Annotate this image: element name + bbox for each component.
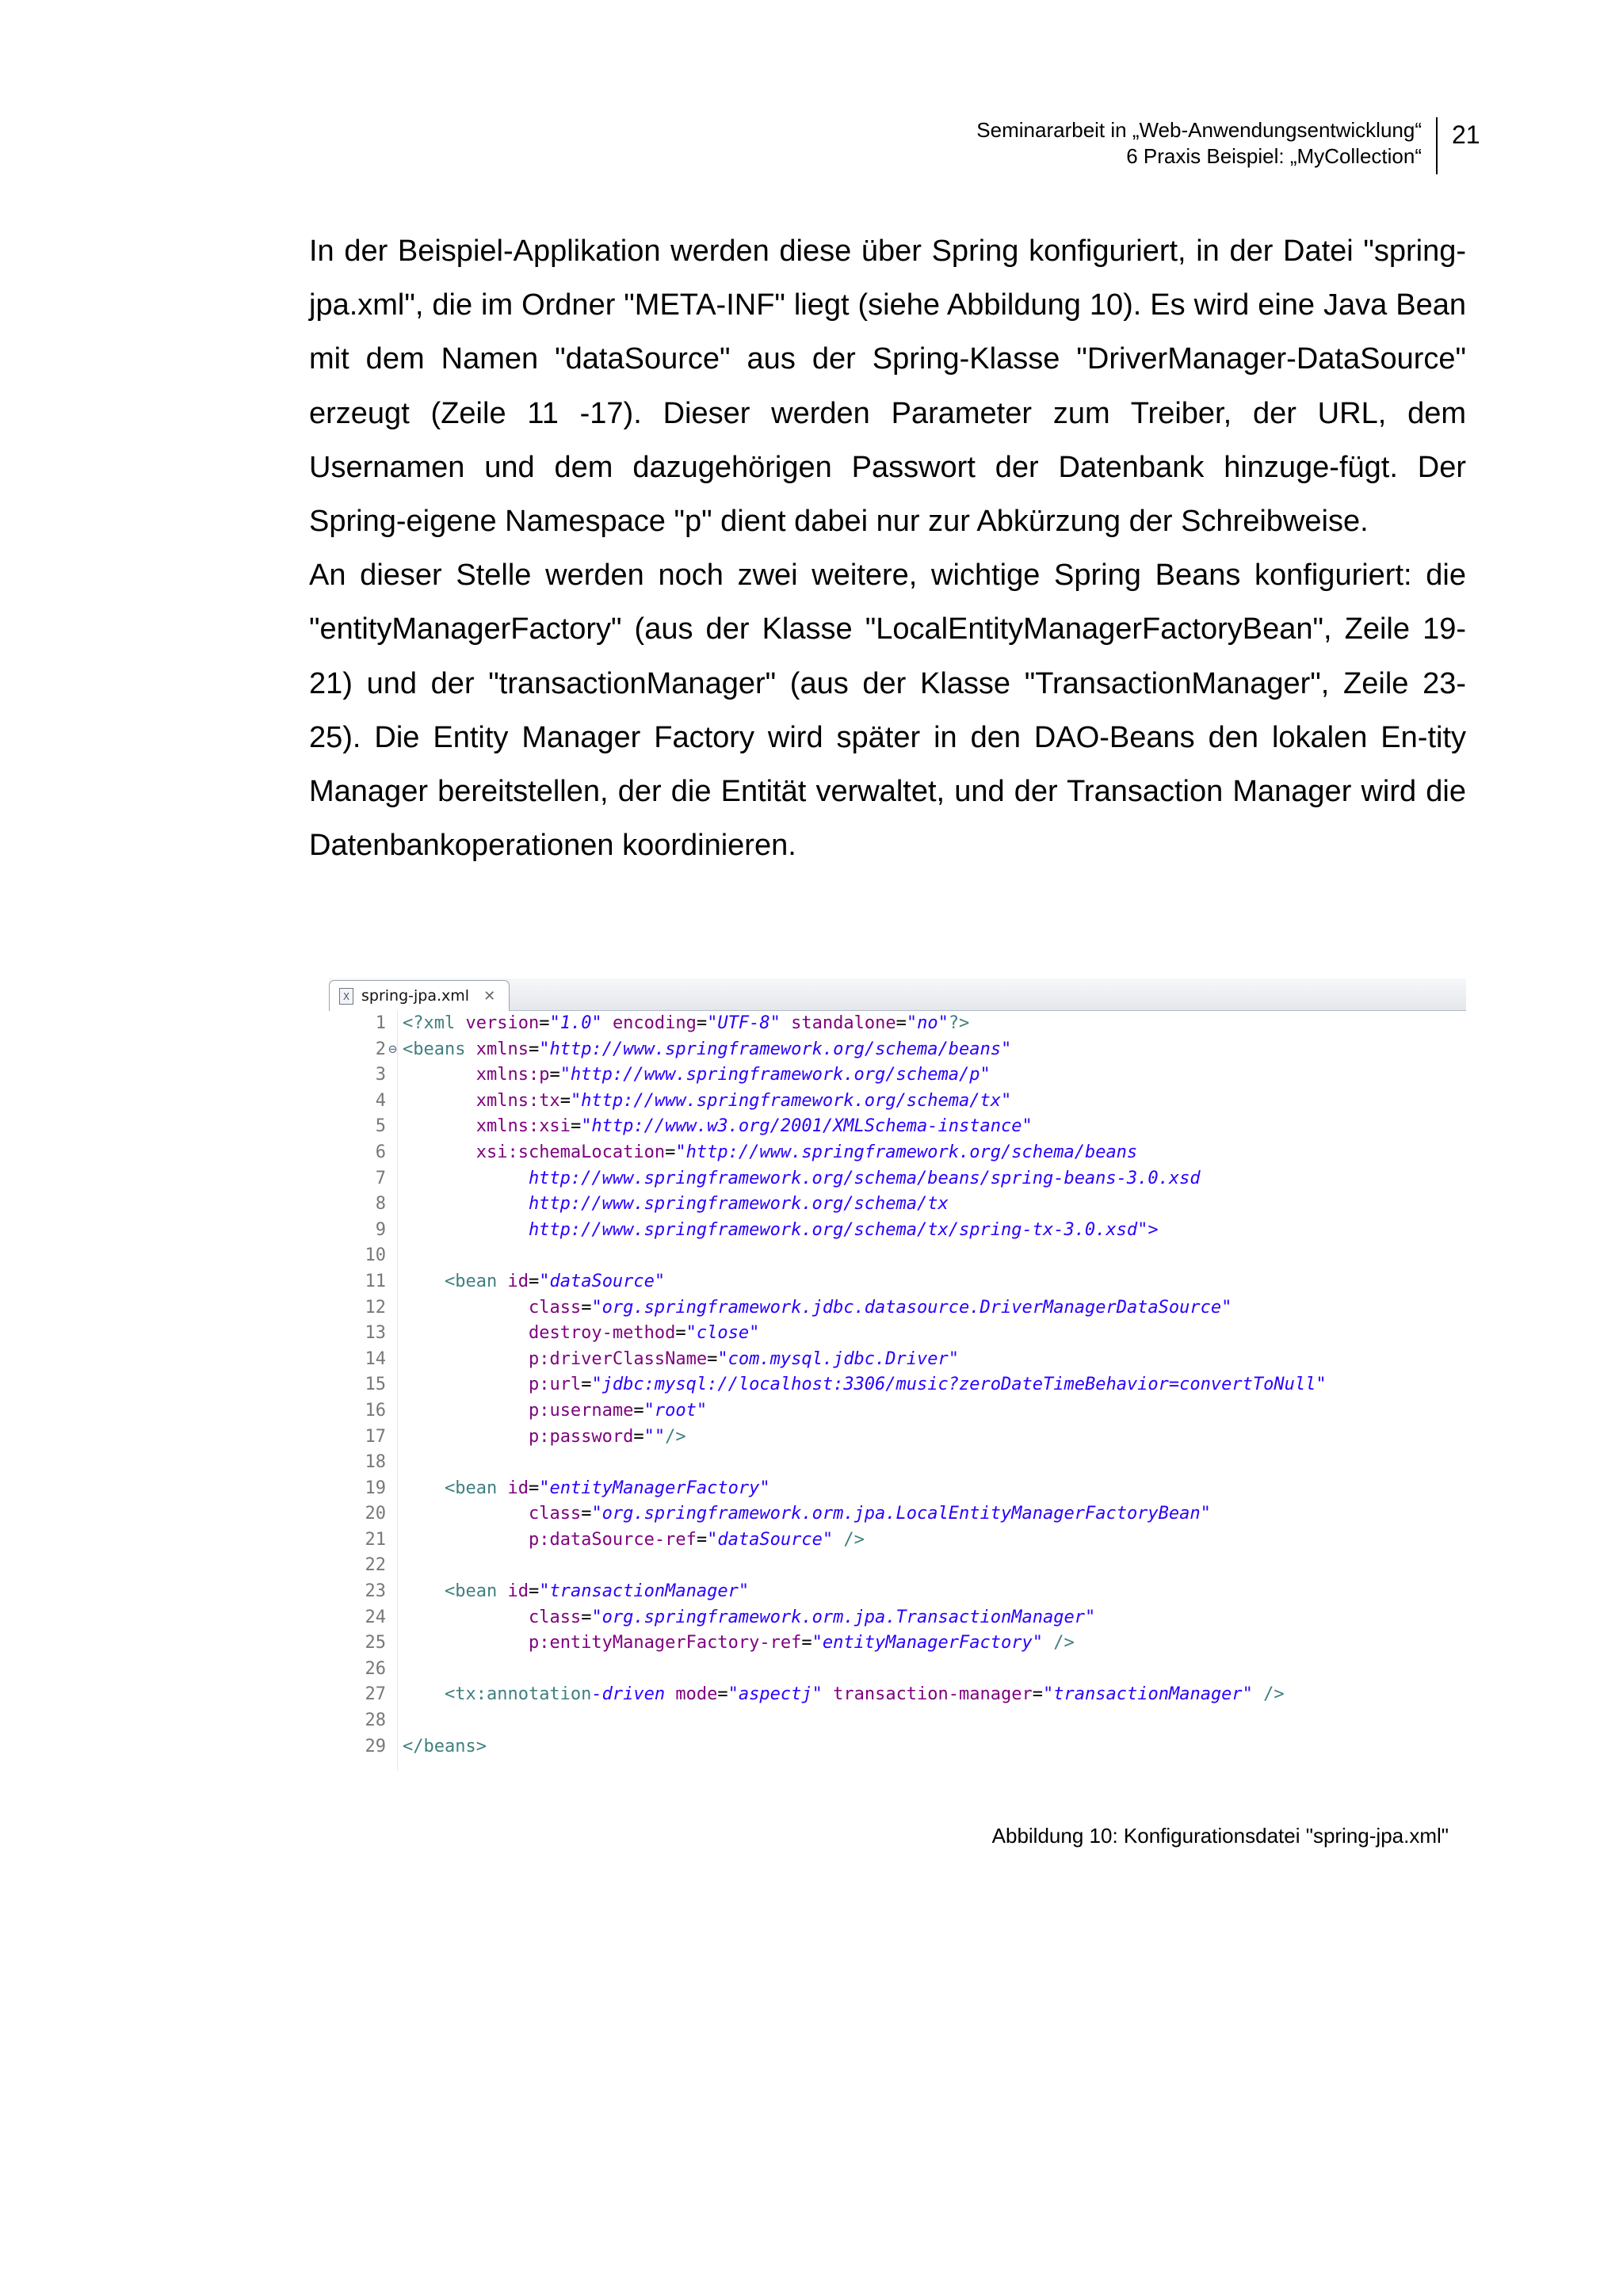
- code-line: class="org.springframework.orm.jpa.TransactionManager": [528, 1607, 1096, 1627]
- line-number: 24: [365, 1607, 386, 1627]
- code-line: class="org.springframework.orm.jpa.LocalEntityManagerFactoryBean": [528, 1504, 1211, 1524]
- editor-tab-bar: [329, 978, 1466, 1011]
- code-line: xmlns:tx="http://www.springframework.org/schema/tx": [475, 1090, 1012, 1111]
- header-text: [976, 117, 1436, 170]
- line-number: 28: [365, 1711, 386, 1731]
- line-number: 25: [365, 1633, 386, 1653]
- line-number: 4: [375, 1090, 386, 1111]
- code-line: destroy-method="close": [528, 1323, 760, 1344]
- line-number: 10: [365, 1245, 386, 1266]
- code-line: [398, 1657, 1466, 1683]
- line-number: 16: [365, 1400, 386, 1421]
- code-body[interactable]: [398, 1011, 1466, 1771]
- line-number-gutter: [329, 1011, 398, 1771]
- line-number: 5: [375, 1116, 386, 1137]
- code-line: p:url="jdbc:mysql://localhost:3306/music?zeroDateTimeBehavior=convertToNull": [528, 1375, 1327, 1395]
- code-line: [398, 1708, 1466, 1734]
- line-number: 29: [365, 1736, 386, 1756]
- code-line: class="org.springframework.jdbc.datasource.DriverManagerDataSource": [528, 1297, 1232, 1318]
- line-number: 9: [375, 1219, 386, 1240]
- xml-file-icon: X: [339, 988, 353, 1005]
- line-number: 18: [365, 1452, 386, 1473]
- code-line: <beans xmlns="http://www.springframework.org/schema/beans": [403, 1039, 1012, 1059]
- code-line: http://www.springframework.org/schema/tx: [403, 1194, 949, 1215]
- fold-collapse-icon[interactable]: ⊖: [388, 1040, 397, 1058]
- line-number: 14: [365, 1348, 386, 1369]
- line-number: 11: [365, 1271, 386, 1291]
- code-line: p:dataSource-ref="dataSource" />: [528, 1529, 865, 1550]
- code-line: xmlns:xsi="http://www.w3.org/2001/XMLSchema-instance": [475, 1116, 1033, 1137]
- line-number: 12: [365, 1297, 386, 1318]
- code-area[interactable]: [329, 1011, 1466, 1771]
- paragraph-1: In der Beispiel-Applikation werden diese über Spring konfiguriert, in der Datei "spring-jpa.xml", die im Ordner "META-INF" liegt (siehe Abbildung 10). Es wird eine Java Bean mit dem Namen "dataSource" aus der Spring-Klasse "DriverManager-DataSource" erzeugt (Zeile 11 -17). Dieser werden Parameter zum Treiber, der URL, dem Usernamen und dem dazugehörigen Passwort der Datenbank hinzuge-fügt. Der Spring-eigene Namespace "p" dient dabei nur zur Abkürzung der Schreibweise.: [309, 235, 1466, 539]
- editor-tab-spring-jpa[interactable]: [329, 980, 510, 1011]
- line-number: 27: [365, 1684, 386, 1705]
- line-number: 2 ⊖: [329, 1037, 397, 1063]
- running-header: [976, 117, 1490, 174]
- code-line: [398, 1243, 1466, 1269]
- code-line: xsi:schemaLocation="http://www.springframework.org/schema/beans: [475, 1142, 1138, 1162]
- code-line: <bean id="entityManagerFactory": [444, 1478, 770, 1498]
- line-number: 17: [365, 1426, 386, 1447]
- code-line: <bean id="transactionManager": [444, 1581, 750, 1602]
- line-number: 3: [375, 1065, 386, 1085]
- code-line: [398, 1450, 1466, 1476]
- code-line: p:password=""/>: [528, 1426, 686, 1447]
- line-number: 22: [365, 1555, 386, 1576]
- code-line: [398, 1553, 1466, 1579]
- line-number: 26: [365, 1658, 386, 1679]
- line-number: 21: [365, 1529, 386, 1550]
- code-line: http://www.springframework.org/schema/tx/spring-tx-3.0.xsd">: [403, 1219, 1159, 1240]
- line-number: 19: [365, 1478, 386, 1498]
- code-editor-figure: [329, 978, 1466, 1771]
- header-title: Seminararbeit in „Web-Anwendungsentwicklung“: [976, 118, 1422, 142]
- code-line: <bean id="dataSource": [444, 1271, 666, 1291]
- code-line: p:entityManagerFactory-ref="entityManagerFactory" />: [528, 1633, 1075, 1653]
- code-line: xmlns:p="http://www.springframework.org/schema/p": [475, 1065, 991, 1085]
- code-line: <?xml version="1.0" encoding="UTF-8" standalone="no"?>: [403, 1013, 970, 1033]
- paragraph-2: An dieser Stelle werden noch zwei weitere, wichtige Spring Beans konfiguriert: die "entityManagerFactory" (aus der Klasse "LocalEntityManagerFactoryBean", Zeile 19-21) und der "transactionManager" (aus der Klasse "TransactionManager", Zeile 23-25). Die Entity Manager Factory wird später in den DAO-Beans den lokalen En-tity Manager bereitstellen, der die Entität verwaltet, und der Transaction Manager wird die Datenbankoperationen koordinieren.: [309, 559, 1466, 863]
- code-line: p:driverClassName="com.mysql.jdbc.Driver": [528, 1348, 960, 1369]
- page-number: 21: [1452, 120, 1480, 149]
- line-number: 7: [375, 1168, 386, 1188]
- code-line: p:username="root": [528, 1400, 708, 1421]
- tab-title: spring-jpa.xml: [361, 987, 470, 1005]
- line-number: 1: [375, 1013, 386, 1033]
- close-icon[interactable]: ✕: [483, 987, 496, 1005]
- line-number: 13: [365, 1323, 386, 1344]
- figure-caption: Abbildung 10: Konfigurationsdatei "spring-jpa.xml": [991, 1824, 1449, 1848]
- line-number: 6: [375, 1142, 386, 1162]
- code-line: <tx:annotation-driven mode="aspectj" transaction-manager="transactionManager" />: [444, 1684, 1285, 1705]
- line-number: 20: [365, 1504, 386, 1524]
- header-chapter: 6 Praxis Beispiel: „MyCollection“: [1126, 144, 1422, 168]
- code-line: </beans>: [403, 1736, 487, 1756]
- code-line: http://www.springframework.org/schema/beans/spring-beans-3.0.xsd: [403, 1168, 1201, 1188]
- line-number: 8: [375, 1194, 386, 1215]
- line-number: 23: [365, 1581, 386, 1602]
- body-text: [309, 224, 1466, 872]
- line-number: 15: [365, 1375, 386, 1395]
